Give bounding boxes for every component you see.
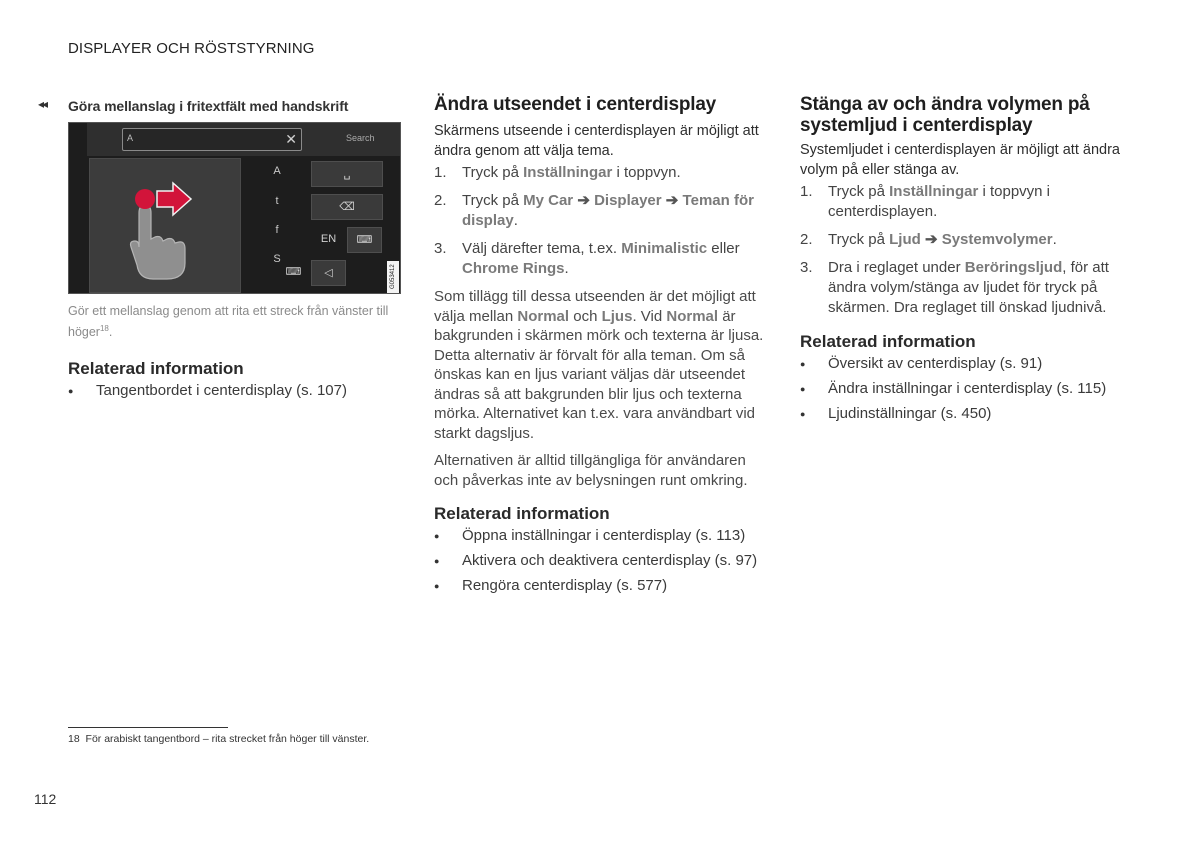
step-text: Dra i reglaget under	[828, 259, 965, 276]
step-text: , för att ändra volym/stänga av ljudet för tryck på skärmen. Dra reglaget till önskad ljudnivå.	[828, 259, 1109, 316]
option-term: Ljus	[601, 307, 633, 325]
swipe-gesture-icon	[117, 181, 207, 281]
step-number: 1.	[434, 164, 447, 181]
footnote	[68, 733, 369, 745]
clear-icon: ✕	[285, 131, 297, 147]
related-link[interactable]: ● Översikt av centerdisplay (s. 91)	[800, 354, 1130, 374]
footnote-divider	[68, 727, 228, 728]
step-text: Tryck på	[462, 192, 524, 209]
related-heading: Relaterad information	[800, 332, 976, 351]
step-list	[434, 163, 770, 279]
intro-text: Systemljudet i centerdisplayen är möjligt att ändra volym på eller stänga av.	[800, 142, 1120, 178]
intro-text: Skärmens utseende i centerdisplayen är möjligt att ändra genom att välja tema.	[434, 123, 759, 159]
step-number: 3.	[434, 240, 447, 257]
step-number: 1.	[800, 183, 813, 200]
caption-end: .	[108, 325, 113, 340]
back-arrow-icon[interactable]: ◂◂	[38, 97, 47, 111]
related-link[interactable]: ● Ändra inställningar i centerdisplay (s. 115)	[800, 379, 1130, 399]
step-item	[800, 230, 1130, 250]
menu-term: Minimalistic	[621, 240, 708, 257]
step-text: i toppvyn.	[612, 164, 681, 181]
step-item	[800, 258, 1130, 318]
step-text: .	[1052, 231, 1057, 248]
section-heading: Ändra utseendet i centerdisplay	[434, 94, 717, 115]
screen-key-s: S	[273, 253, 281, 265]
figure-caption	[68, 302, 398, 341]
column-2	[434, 94, 770, 601]
step-number: 2.	[800, 231, 813, 248]
menu-term: Beröringsljud	[964, 259, 1063, 276]
step-text: .	[564, 260, 569, 277]
step-text: Välj därefter tema, t.ex.	[462, 240, 622, 257]
step-item	[434, 191, 770, 231]
page-number: 112	[34, 791, 57, 807]
related-link[interactable]: ● Aktivera och deaktivera centerdisplay (s. 97)	[434, 551, 770, 571]
arrow-right-icon: ➔	[577, 192, 590, 209]
step-item	[800, 182, 1130, 222]
screen-text-field	[122, 128, 302, 151]
screen-lang-key: EN	[320, 233, 337, 245]
menu-term: Inställningar	[523, 164, 613, 181]
step-text: Tryck på	[462, 164, 524, 181]
menu-term: Teman för display	[462, 192, 754, 229]
related-link[interactable]: ● Rengöra centerdisplay (s. 577)	[434, 576, 770, 596]
menu-term: Displayer	[594, 192, 662, 209]
option-term: Normal	[517, 307, 570, 325]
step-number: 3.	[800, 259, 813, 276]
step-list	[800, 182, 1130, 318]
footnote-ref[interactable]: 18	[99, 324, 109, 333]
arrow-right-icon: ➔	[924, 231, 938, 248]
related-link[interactable]: ● Ljudinställningar (s. 450)	[800, 404, 1130, 424]
arrow-right-icon: ➔	[665, 192, 679, 209]
step-text: Tryck på	[828, 231, 890, 248]
step-item	[434, 239, 770, 279]
body-text: Som tillägg till dessa utseenden är det möjligt att välja mellan	[434, 288, 756, 325]
backspace-key-icon: ⌫	[311, 194, 383, 220]
body-text: . Vid	[632, 307, 667, 325]
screen-key-t: t	[275, 195, 279, 207]
screen-search-label: Search	[346, 133, 375, 143]
related-list	[68, 381, 398, 401]
step-text: .	[513, 212, 518, 229]
footnote-text: För arabiskt tangentbord – rita strecket från höger till vänster.	[85, 733, 370, 745]
column-1	[68, 94, 398, 406]
screen-key-f: f	[275, 224, 279, 236]
footnote-number: 18	[68, 733, 80, 745]
related-list	[800, 354, 1130, 424]
running-header: DISPLAYER OCH RÖSTSTYRNING	[68, 40, 315, 57]
caption-text: Gör ett mellanslag genom att rita ett streck från vänster till höger	[68, 304, 389, 340]
menu-term: Systemvolymer	[941, 231, 1053, 248]
menu-term: Chrome Rings	[462, 260, 565, 277]
body-text: är bakgrunden i skärmen mörk och texterna är ljusa. Detta alternativ är förvalt för alla teman. Om så önskas kan en ljus variant väljas där utseendet ändras så att bakgrunden blir ljus och texterna mörka. Alternativet kan t.ex. vara användbart vid starkt dagsljus.	[434, 307, 764, 442]
section-heading: Stänga av och ändra volymen på systemljud i centerdisplay	[800, 94, 1090, 136]
menu-term: Ljud	[889, 231, 921, 248]
related-heading: Relaterad information	[68, 359, 244, 379]
keyboard-layout-icon: ⌨	[347, 227, 382, 253]
menu-term: Inställningar	[889, 183, 979, 200]
related-link[interactable]: ● Öppna inställningar i centerdisplay (s. 113)	[434, 526, 770, 546]
related-link[interactable]: ● Tangentbordet i centerdisplay (s. 107)	[68, 381, 398, 401]
space-key-icon: ␣	[311, 161, 383, 187]
body-text: och	[569, 307, 602, 325]
related-list	[434, 526, 770, 596]
step-item	[434, 163, 770, 183]
body-paragraph: Alternativen är alltid tillgängliga för användaren och påverkas inte av belysningen runt omkring.	[434, 452, 748, 489]
centerdisplay-illustration	[68, 122, 401, 294]
screen-field-text: A	[127, 133, 134, 143]
step-text: eller	[707, 240, 740, 257]
screen-key-a: A	[273, 165, 281, 177]
step-text: Tryck på	[828, 183, 890, 200]
option-term: Normal	[666, 307, 719, 325]
menu-term: My Car	[523, 192, 574, 209]
sub-heading: Göra mellanslag i fritextfält med handskrift	[68, 98, 349, 114]
keyboard-hide-icon: ⌨	[285, 266, 302, 278]
body-paragraph	[434, 287, 770, 443]
image-code: G053412	[387, 261, 399, 293]
step-text: i toppvyn i centerdisplayen.	[828, 183, 1051, 220]
sound-icon: ◁	[311, 260, 346, 286]
step-number: 2.	[434, 192, 447, 209]
column-3	[800, 94, 1130, 429]
related-heading: Relaterad information	[434, 504, 610, 523]
